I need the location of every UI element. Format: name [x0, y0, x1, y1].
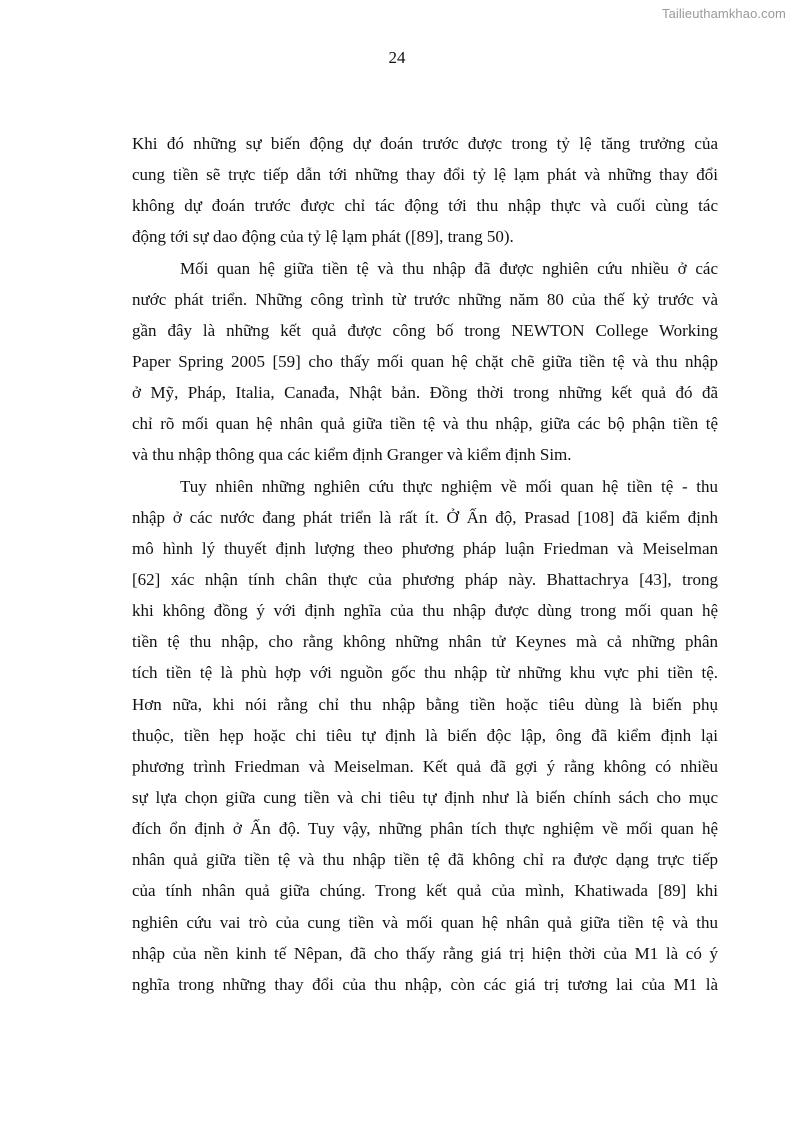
text-line: mô hình lý thuyết định lượng theo phương pháp luận Friedman và Meiselman — [132, 538, 718, 558]
text-line: Mối quan hệ giữa tiền tệ và thu nhập đã được nghiên cứu nhiều ở các — [180, 258, 718, 278]
text-line: nhập của nền kinh tế Nêpan, đã cho thấy rằng giá trị hiện thời của M1 là có ý — [132, 943, 718, 963]
text-line: nhân quả giữa tiền tệ và thu nhập tiền tệ đã không chỉ ra được dạng trực tiếp — [132, 850, 718, 870]
text-line: gần đây là những kết quả được công bố trong NEWTON College Working — [132, 320, 718, 340]
text-line: nước phát triển. Những công trình từ trước những năm 80 của thế kỷ trước và — [132, 289, 718, 309]
document-body — [132, 128, 718, 1000]
text-line: ở Mỹ, Pháp, Italia, Canađa, Nhật bản. Đồng thời trong những kết quả đó đã — [132, 383, 718, 403]
page-number: 24 — [388, 48, 406, 67]
text-line: không dự đoán trước được chỉ tác động tới thu nhập thực và cuối cùng tác — [132, 196, 718, 216]
watermark: Tailieuthamkhao.com — [661, 6, 786, 21]
text-line: Tuy nhiên những nghiên cứu thực nghiệm về mối quan hệ tiền tệ - thu — [180, 476, 718, 496]
text-line: của tính nhân quả giữa chúng. Trong kết quả của mình, Khatiwada [89] khi — [132, 881, 718, 901]
text-line: động tới sự dao động của tỷ lệ lạm phát ([89], trang 50). — [132, 227, 514, 247]
paragraph-1 — [132, 128, 718, 253]
text-line: cung tiền sẽ trực tiếp dẫn tới những thay đổi tỷ lệ lạm phát và những thay đổi — [132, 165, 718, 185]
text-line: chỉ rõ mối quan hệ nhân quả giữa tiền tệ và thu nhập, giữa các bộ phận tiền tệ — [132, 414, 718, 434]
text-line: [62] xác nhận tính chân thực của phương pháp này. Bhattachrya [43], trong — [132, 569, 718, 589]
text-line: và thu nhập thông qua các kiểm định Granger và kiểm định Sim. — [132, 445, 572, 465]
text-line: Hơn nữa, khi nói rằng chỉ thu nhập bằng tiền hoặc tiêu dùng là biến phụ — [132, 694, 718, 714]
text-line: tiền tệ thu nhập, cho rằng không những nhân tử Keynes mà cả những phân — [132, 632, 718, 652]
text-line: thuộc, tiền hẹp hoặc chi tiêu tự định là biến độc lập, ông đã kiểm định lại — [132, 725, 718, 745]
text-line: tích tiền tệ là phù hợp với nguồn gốc thu nhập từ những khu vực phi tiền tệ. — [132, 663, 718, 683]
paragraph-2 — [132, 253, 718, 471]
text-line: nhập ở các nước đang phát triển là rất ít. Ở Ấn độ, Prasad [108] đã kiểm định — [132, 507, 718, 527]
text-line: sự lựa chọn giữa cung tiền và chi tiêu tự định như là biến chính sách cho mục — [132, 787, 718, 807]
text-line: nghĩa trong những thay đổi của thu nhập, còn các giá trị tương lai của M1 là — [132, 974, 718, 994]
text-line: nghiên cứu vai trò của cung tiền và mối quan hệ nhân quả giữa tiền tệ và thu — [132, 912, 718, 932]
text-line: khi không đồng ý với định nghĩa của thu nhập được dùng trong mối quan hệ — [132, 601, 718, 621]
text-line: Khi đó những sự biến động dự đoán trước được trong tỷ lệ tăng trưởng của — [132, 134, 718, 153]
text-line: Paper Spring 2005 [59] cho thấy mối quan hệ chặt chẽ giữa tiền tệ và thu nhập — [132, 351, 718, 371]
paragraph-3 — [132, 471, 718, 1000]
text-line: phương trình Friedman và Meiselman. Kết quả đã gợi ý rằng không có nhiều — [132, 756, 718, 776]
text-line: đích ổn định ở Ấn độ. Tuy vậy, những phân tích thực nghiệm về mối quan hệ — [132, 819, 718, 839]
